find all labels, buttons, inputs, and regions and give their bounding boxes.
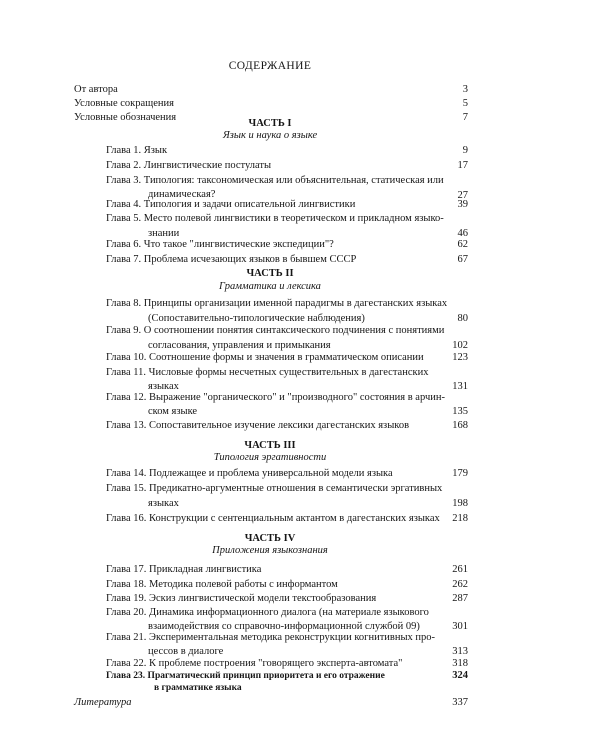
toc-entry-text: Глава 1. Язык — [106, 145, 168, 156]
toc-entry-page: 17 — [457, 160, 468, 171]
toc-entry-text: Глава 15. Предикатно-аргументные отношения в семантически эргативных — [106, 483, 443, 494]
part-subtitle-4: Приложения языкознания — [212, 545, 328, 556]
toc-entry-continuation: ском языке — [148, 406, 198, 417]
toc-entry-text: Условные обозначения — [74, 112, 177, 123]
toc-entry-text: Условные сокращения — [74, 98, 174, 109]
toc-entry-text: Глава 18. Методика полевой работы с информантом — [106, 579, 338, 590]
toc-entry-text: Глава 19. Эскиз лингвистической модели текстообразования — [106, 593, 377, 604]
toc-entry-page: 337 — [452, 697, 468, 708]
toc-entry-page: 27 — [457, 190, 468, 201]
part-subtitle-2: Грамматика и лексика — [219, 281, 321, 292]
toc-entry-continuation: знании — [148, 228, 180, 239]
toc-entry-page: 179 — [452, 468, 468, 479]
toc-entry-text: Глава 22. К проблеме построения "говорящего эксперта-автомата" — [106, 658, 403, 669]
toc-entry-page: 318 — [452, 658, 468, 669]
toc-entry-page: 218 — [452, 513, 468, 524]
part-heading-3: ЧАСТЬ III — [244, 440, 296, 451]
toc-entry-continuation: (Сопоставительно-типологические наблюдения) — [148, 313, 365, 324]
toc-entry-continuation: языках — [148, 381, 179, 392]
toc-entry-page: 62 — [457, 239, 468, 250]
part-subtitle-1: Язык и наука о языке — [222, 130, 318, 141]
toc-entry-page: 324 — [452, 670, 468, 681]
toc-entry-text: Литература — [74, 697, 132, 708]
toc-entry-text: Глава 2. Лингвистические постулаты — [106, 160, 272, 171]
toc-entry-continuation: согласования, управления и примыкания — [148, 340, 331, 351]
toc-entry-continuation: цессов в диалоге — [148, 646, 224, 657]
toc-entry-page: 287 — [452, 593, 468, 604]
toc-entry-text: Глава 3. Типология: таксономическая или объяснительная, статическая или — [106, 175, 444, 186]
part-subtitle-3: Типология эргативности — [213, 452, 327, 463]
toc-entry-continuation: в грамматике языка — [154, 683, 242, 693]
toc-entry-page: 313 — [452, 646, 468, 657]
toc-entry-text: Глава 23. Прагматический принцип приоритета и его отражение — [106, 671, 385, 681]
toc-entry-continuation: динамическая? — [148, 189, 216, 200]
toc-entry-text: Глава 14. Подлежащее и проблема универсальной модели языка — [106, 468, 393, 479]
toc-entry-page: 67 — [457, 254, 468, 265]
page-title: СОДЕРЖАНИЕ — [228, 60, 312, 72]
toc-entry-text: Глава 10. Соотношение формы и значения в грамматическом описании — [106, 352, 424, 363]
toc-entry-text: Глава 21. Экспериментальная методика реконструкции когнитивных про- — [106, 632, 436, 643]
toc-entry-page: 80 — [457, 313, 468, 324]
toc-entry-text: Глава 8. Принципы организации именной парадигмы в дагестанских языках — [106, 298, 448, 309]
toc-entry-page: 123 — [452, 352, 468, 363]
toc-entry-text: Глава 5. Место полевой лингвистики в теоретическом и прикладном языко- — [106, 213, 444, 224]
toc-entry-page: 46 — [457, 228, 468, 239]
toc-entry-text: Глава 12. Выражение "органического" и "производного" состояния в арчин- — [106, 392, 445, 403]
toc-entry-page: 39 — [457, 199, 468, 210]
toc-entry-text: Глава 20. Динамика информационного диалога (на материале языкового — [106, 607, 429, 618]
toc-entry-text: Глава 6. Что такое "лингвистические экспедиции"? — [106, 239, 334, 250]
toc-entry-page: 262 — [452, 579, 468, 590]
toc-entry-page: 168 — [452, 420, 468, 431]
part-heading-4: ЧАСТЬ IV — [244, 533, 296, 544]
toc-entry-continuation: взаимодействия со справочно-информационной службой 09) — [148, 621, 420, 632]
toc-entry-text: Глава 9. О соотношении понятия синтаксического подчинения с понятиями — [106, 325, 445, 336]
toc-entry-page: 5 — [462, 98, 468, 109]
part-heading-2: ЧАСТЬ II — [246, 268, 294, 279]
toc-entry-page: 7 — [462, 112, 468, 123]
toc-entry-page: 135 — [452, 406, 468, 417]
toc-entry-page: 9 — [462, 145, 468, 156]
toc-entry-continuation: языках — [148, 498, 179, 509]
toc-entry-text: Глава 17. Прикладная лингвистика — [106, 564, 262, 575]
toc-entry-page: 102 — [452, 340, 468, 351]
toc-entry-page: 131 — [452, 381, 468, 392]
toc-entry-page: 3 — [462, 84, 468, 95]
toc-entry-page: 198 — [452, 498, 468, 509]
toc-entry-page: 261 — [452, 564, 468, 575]
toc-entry-text: Глава 11. Числовые формы несчетных существительных в дагестанских — [106, 367, 429, 378]
toc-entry-page: 301 — [452, 621, 468, 632]
toc-entry-text: Глава 13. Сопоставительное изучение лексики дагестанских языков — [106, 420, 410, 431]
toc-entry-text: Глава 7. Проблема исчезающих языков в бывшем СССР — [106, 254, 357, 265]
part-heading-1: ЧАСТЬ I — [248, 118, 292, 129]
toc-entry-text: Глава 16. Конструкции с сентенциальным актантом в дагестанских языках — [106, 513, 440, 524]
toc-entry-text: От автора — [74, 84, 118, 95]
toc-entry-text: Глава 4. Типология и задачи описательной лингвистики — [106, 199, 356, 210]
